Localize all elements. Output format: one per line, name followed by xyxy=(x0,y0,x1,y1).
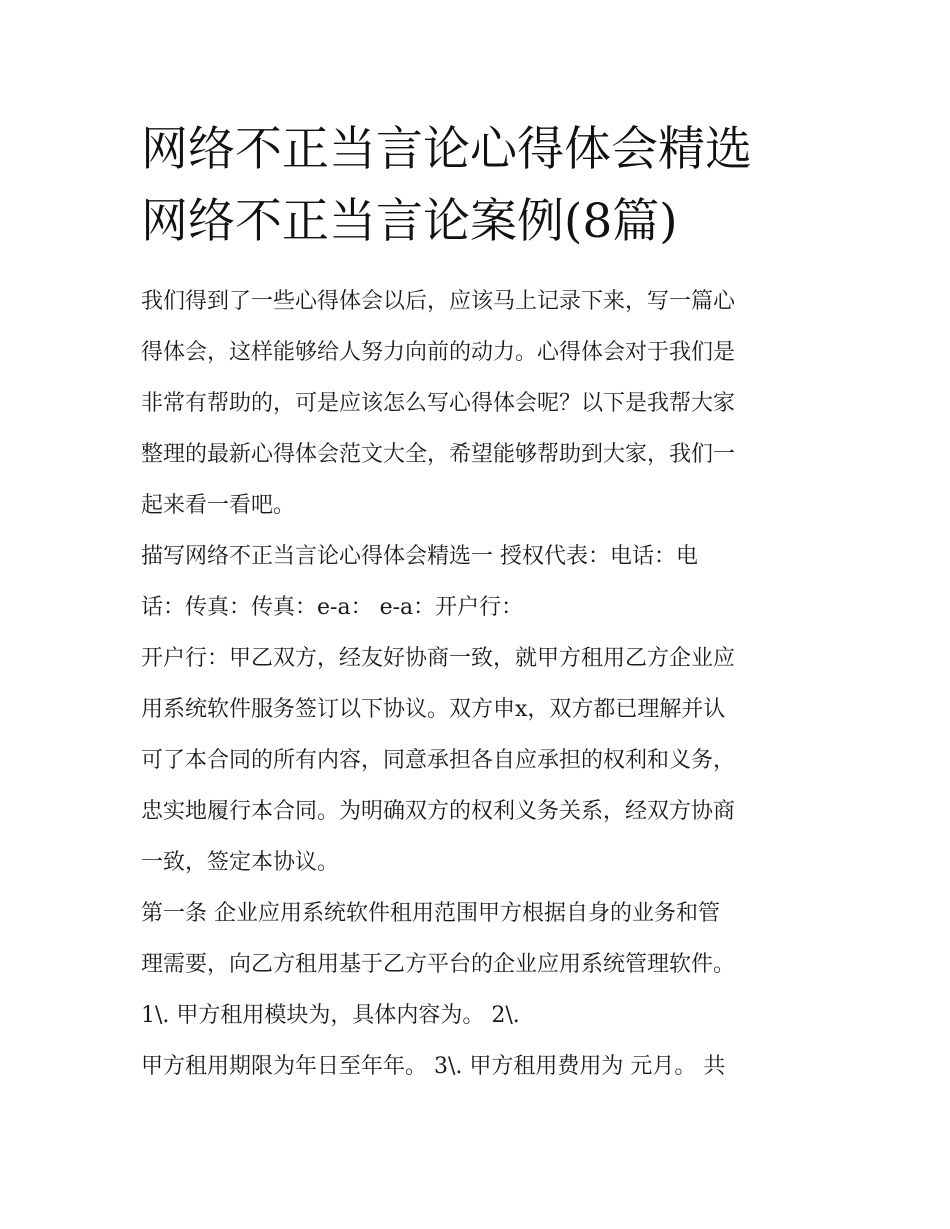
text-line: 甲方租用期限为年日至年年。 3\. 甲方租用费用为 元月。 共 xyxy=(141,1054,726,1079)
text-line: 我们得到了一些心得体会以后，应该马上记录下来，写一篇心 xyxy=(141,289,736,314)
text-line: 忠实地履行本合同。为明确双方的权利义务关系，经双方协商 xyxy=(141,799,736,824)
article-one-paragraph xyxy=(141,888,821,1041)
text-line: 可了本合同的所有内容，同意承担各自应承担的权利和义务， xyxy=(141,748,736,773)
title-line-2: 网络不正当言论案例(8篇) xyxy=(141,194,678,249)
text-line: 起来看一看吧。 xyxy=(141,493,296,518)
document-title xyxy=(141,114,841,258)
text-line: 理需要，向乙方租用基于乙方平台的企业应用系统管理软件。 xyxy=(141,952,736,977)
section-one-paragraph xyxy=(141,531,821,633)
term-paragraph xyxy=(141,1041,821,1092)
text-line: 一致，签定本协议。 xyxy=(141,850,340,875)
text-line: 整理的最新心得体会范文大全，希望能够帮助到大家，我们一 xyxy=(141,442,736,467)
text-line: 开户行：甲乙双方，经友好协商一致，就甲方租用乙方企业应 xyxy=(141,646,736,671)
text-line: 用系统软件服务签订以下协议。双方申x，双方都已理解并认 xyxy=(141,697,726,722)
text-line: 得体会，这样能够给人努力向前的动力。心得体会对于我们是 xyxy=(141,340,736,365)
text-line: 1\. 甲方租用模块为，具体内容为。 2\. xyxy=(141,1003,520,1028)
text-line: 第一条 企业应用系统软件租用范围甲方根据自身的业务和管 xyxy=(141,901,720,926)
text-line: 描写网络不正当言论心得体会精选一 授权代表：电话：电 xyxy=(141,544,698,569)
text-line: 话：传真：传真：e-a： e-a：开户行： xyxy=(141,595,524,620)
text-line: 非常有帮助的，可是应该怎么写心得体会呢？以下是我帮大家 xyxy=(141,391,736,416)
title-line-1: 网络不正当言论心得体会精选 xyxy=(141,122,752,177)
intro-paragraph xyxy=(141,276,821,531)
document-body xyxy=(141,276,821,1092)
agreement-paragraph xyxy=(141,633,821,888)
